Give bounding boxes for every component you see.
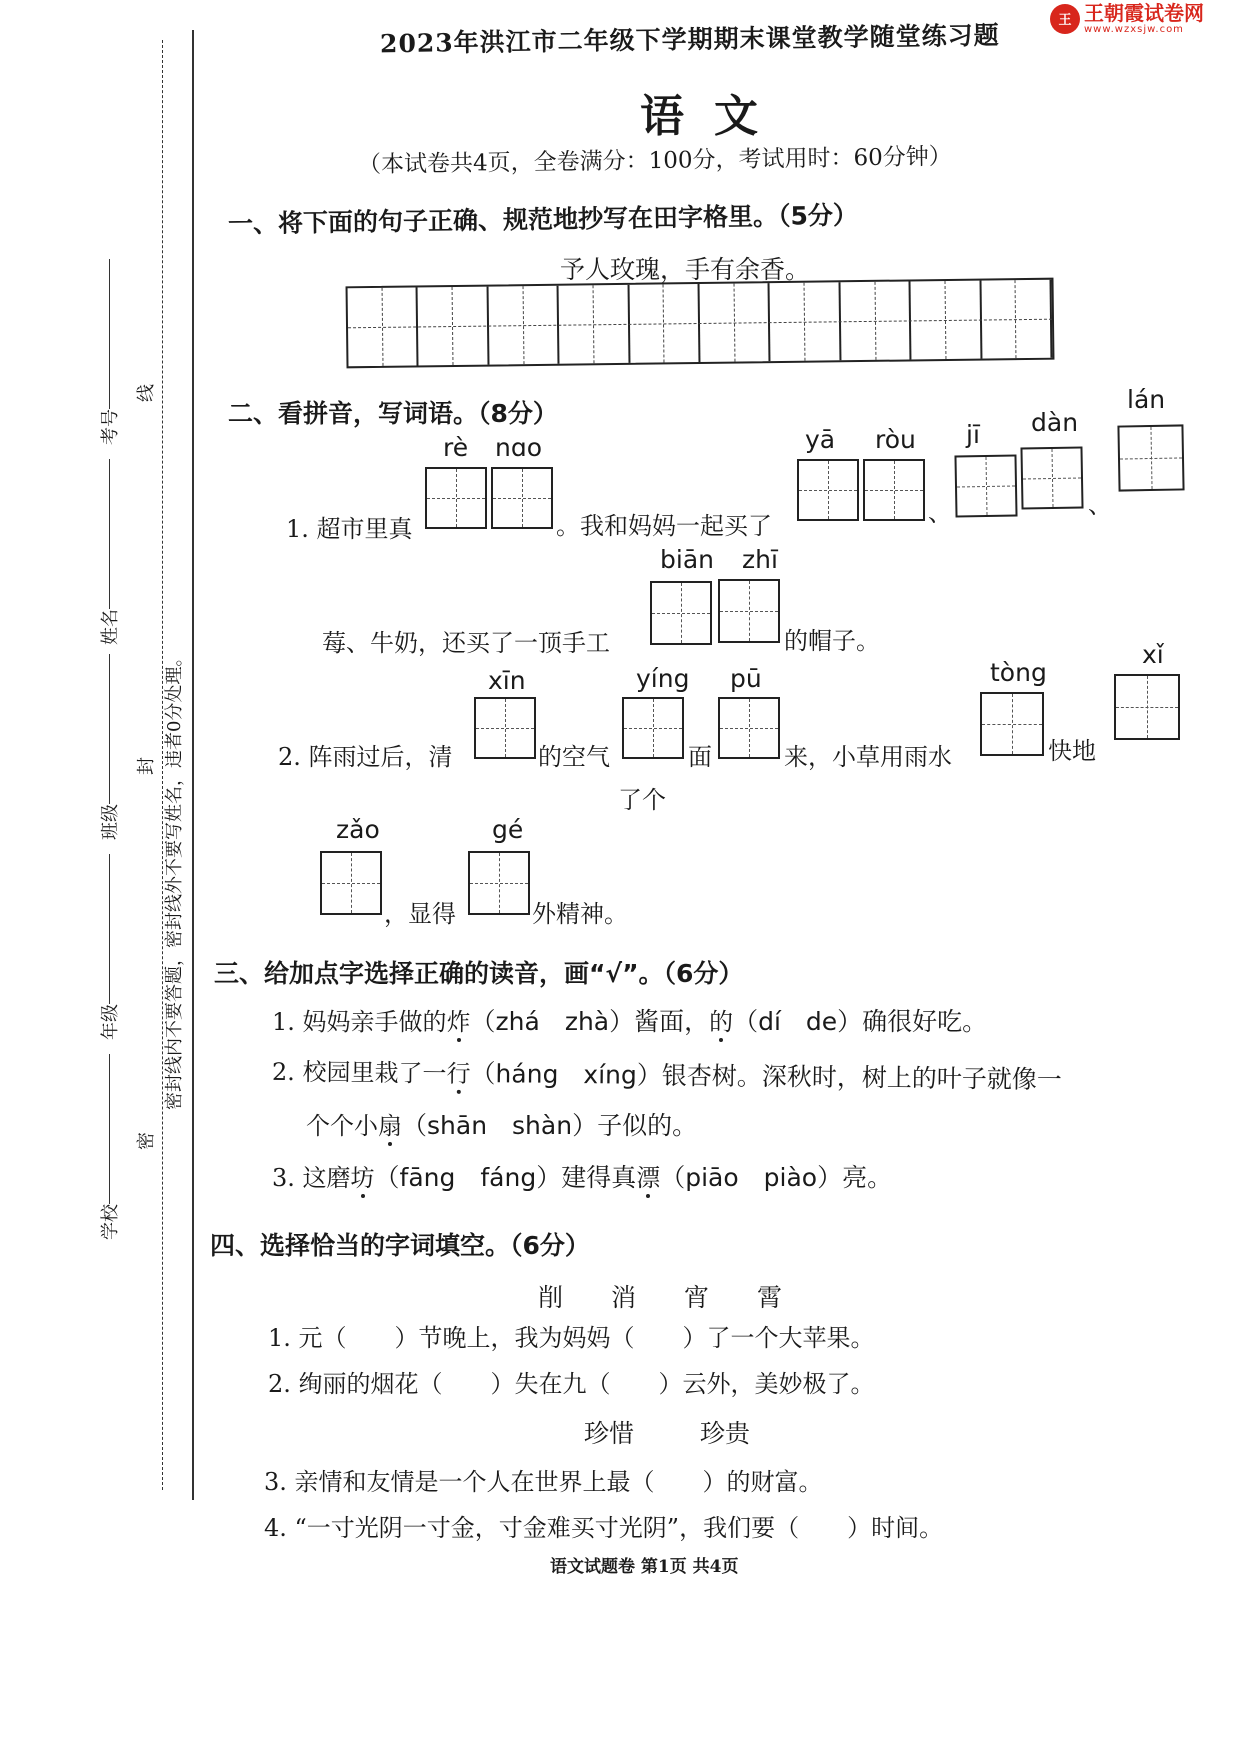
q3-line-2: 2. 校园里栽了一行（háng xíng）银杏树。深秋时，树上的叶子就像一 [271,1057,1062,1095]
q2-2-text-e: 快地 [1048,737,1096,765]
binding-mark-feng: 封 [136,757,157,775]
banji-field[interactable]: 班级 [96,654,122,840]
q2-2-text-h: 外精神。 [532,900,628,928]
answer-box-ya[interactable] [797,459,859,521]
pinyin-ji: jī [966,420,980,449]
answer-box-zhi[interactable] [718,579,780,643]
answer-box-ji[interactable] [954,454,1017,517]
section1-title: 一、将下面的句子正确、规范地抄写在田字格里。（5分） [227,200,859,239]
answer-box-lan[interactable] [1117,424,1184,491]
q3-line-1: 1. 妈妈亲手做的炸（zhá zhà）酱面，的（dí de）确很好吃。 [272,1007,988,1036]
pinyin-re: rè [443,433,469,462]
dotted-char: 的 [709,1008,734,1036]
pinyin-ge: gé [492,815,524,844]
binding-mark-xian: 线 [136,384,157,402]
q2-1-text-c: 、 [928,499,952,527]
binding-margin [0,0,200,1754]
q2-2-text-c: 面 [688,743,712,771]
watermark-seal-icon: 王 [1050,4,1080,34]
q2-1-text-a: 1. 超市里真 [286,515,413,543]
binding-line-outer [192,30,194,1500]
answer-box-pu[interactable] [718,697,780,759]
option-word: 霄 [757,1283,783,1312]
answer-box-ying[interactable] [622,697,684,759]
dotted-char: 坊 [350,1164,375,1192]
copy-sentence: 予人玫瑰，手有余香。 [560,255,811,284]
q2-1-text-f: 的帽子。 [784,627,880,655]
pinyin-xi: xǐ [1142,640,1164,669]
q2-2-text-f: 了个 [618,786,666,814]
answer-box-ge[interactable] [468,851,530,915]
exam-info: （本试卷共4页，全卷满分：100分，考试用时：60分钟） [357,143,952,179]
pinyin-ying: yíng [636,664,690,693]
binding-mark-mi: 密 [136,1132,157,1150]
q3-line-3: 个个小扇（shān shàn）子似的。 [306,1111,698,1140]
dotted-char: 漂 [636,1164,661,1192]
answer-box-dan[interactable] [1020,446,1083,509]
answer-box-re[interactable] [425,467,487,529]
subject-title: 语文 [640,91,788,142]
option-word: 宵 [684,1283,710,1312]
nianji-field[interactable]: 年级 [96,854,122,1040]
option-word: 削 [538,1283,564,1312]
xingming-field[interactable]: 姓名 [96,459,122,645]
option-word: 珍惜 [584,1419,635,1448]
pinyin-rou: ròu [875,425,916,454]
q2-2-text-g: ，显得 [384,900,456,928]
answer-box-zao[interactable] [320,851,382,915]
section3-title: 三、给加点字选择正确的读音，画“√”。（6分） [214,959,744,988]
q4-line-1: 1. 元（ ）节晚上，我为妈妈（ ）了一个大苹果。 [268,1324,875,1352]
q2-1-text-d: 、 [1088,491,1112,519]
answer-box-xin[interactable] [474,697,536,759]
q2-2-text-d: 来，小草用雨水 [784,743,952,771]
answer-box-xi[interactable] [1114,674,1180,740]
xuexiao-field[interactable]: 学校 [96,1054,122,1240]
q2-2-text-a: 2. 阵雨过后，清 [278,743,453,771]
pinyin-pu: pū [730,664,762,693]
pinyin-tong: tòng [990,658,1047,687]
answer-box-bian[interactable] [650,581,712,645]
pinyin-zao: zǎo [336,815,380,844]
options-group-2 [584,1414,750,1450]
kaohao-field[interactable]: 考号 [96,259,122,445]
q2-1-text-e: 莓、牛奶，还买了一顶手工 [322,629,610,657]
pinyin-lan: lán [1127,385,1166,414]
pinyin-dan: dàn [1031,408,1079,437]
option-word: 消 [611,1283,637,1312]
watermark-url: www.wzxsjw.com [1084,24,1184,35]
exam-title: 2023年洪江市二年级下学期期末课堂教学随堂练习题 [379,20,1000,59]
watermark-logo [1050,2,1204,35]
dotted-char: 炸 [446,1008,471,1036]
section2-title: 二、看拼音，写词语。（8分） [228,399,558,428]
answer-box-nao[interactable] [491,467,553,529]
pinyin-nao: nɑo [495,433,543,462]
pinyin-zhi: zhī [742,545,778,574]
q4-line-3: 3. 亲情和友情是一个人在世界上最（ ）的财富。 [264,1468,823,1496]
q4-line-4: 4. “一寸光阴一寸金，寸金难买寸光阴”，我们要（ ）时间。 [264,1514,944,1542]
binding-notice: 密封线内不要答题，密封线外不要写姓名，违者0分处理。 [164,648,185,1110]
section4-title: 四、选择恰当的字词填空。（6分） [210,1231,590,1260]
q2-1-text-b: 。我和妈妈一起买了 [556,512,772,540]
options-group-1 [538,1278,782,1314]
answer-box-rou[interactable] [863,459,925,521]
dotted-char: 行 [446,1059,471,1088]
q2-2-text-b: 的空气 [538,743,610,771]
pinyin-bian: biān [660,545,714,574]
watermark-name: 王朝霞试卷网 [1084,1,1204,25]
page-footer: 语文试题卷 第1页 共4页 [550,1557,739,1577]
pinyin-xin: xīn [488,666,526,695]
q3-line-4: 3. 这磨坊（fāng fáng）建得真漂（piāo piào）亮。 [272,1163,893,1192]
answer-box-tong[interactable] [980,692,1044,756]
pinyin-ya: yā [805,425,836,454]
tianzige-strip[interactable] [346,278,1055,369]
option-word: 珍贵 [700,1419,751,1448]
q4-line-2: 2. 绚丽的烟花（ ）失在九（ ）云外，美妙极了。 [268,1370,875,1398]
dotted-char: 扇 [378,1112,402,1140]
